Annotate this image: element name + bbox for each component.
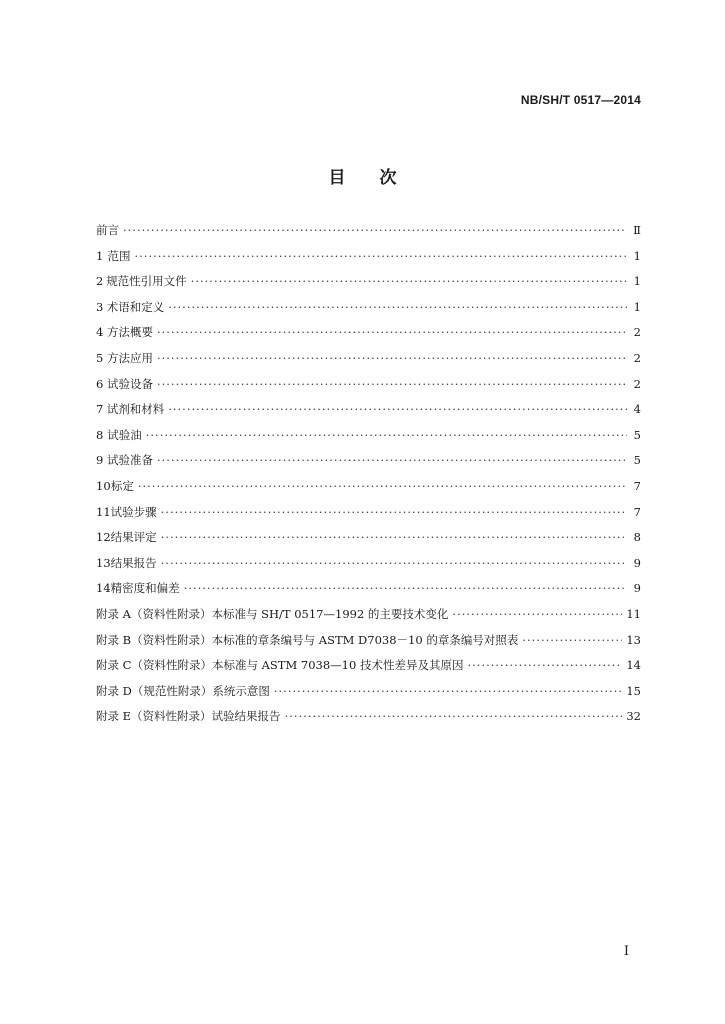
toc-entry-11[interactable] [96,500,641,526]
toc-dot-leader [191,269,627,295]
appendix-code: 附录 E（资料性附录） [96,709,212,724]
toc-entry-number: 4 [96,325,104,340]
toc-dot-leader [138,474,627,500]
toc-entry-page: 7 [633,478,641,493]
toc-entry-page: 11 [626,606,641,621]
toc-entry-5[interactable] [96,346,641,372]
toc-entry-page: 2 [633,350,641,365]
toc-entry-label: 结果报告 [110,555,157,570]
toc-entry-number: 10 [96,478,111,493]
toc-entry-foreword[interactable] [96,218,641,244]
page-number: I [623,944,629,959]
toc-entry-number: 12 [96,530,111,545]
standard-number: NB/SH/T 0517—2014 [520,93,641,107]
toc-dot-leader [168,295,627,321]
toc-dot-leader [274,679,622,705]
toc-entry-13[interactable] [96,551,641,577]
toc-entry-3[interactable] [96,295,641,321]
toc-dot-leader [135,244,628,270]
toc-entry-number: 3 [96,299,104,314]
toc-entry-appendix-b[interactable] [96,628,641,654]
toc-entry-page: 15 [626,683,641,698]
toc-entry-page: 32 [626,709,641,724]
toc-entry-page: 1 [633,274,641,289]
page-title: 目次 [328,168,431,188]
toc-entry-page: 5 [633,453,641,468]
toc-entry-appendix-e[interactable] [96,704,641,730]
toc-entry-page: 1 [633,299,641,314]
toc-dot-leader [123,218,627,244]
toc-entry-number: 1 [96,248,104,263]
toc-entry-page: 1 [633,248,641,263]
toc-entry-number: 11 [96,504,111,519]
toc-entry-label: 试剂和材料 [106,402,165,417]
toc-entry-label: 精密度和偏差 [110,581,180,596]
toc-entry-number: 2 [96,274,104,289]
toc-entry-14[interactable] [96,576,641,602]
toc-entry-page: 4 [633,402,641,417]
toc-dot-leader [522,628,622,654]
toc-entry-label: 试验步骤 [110,504,157,519]
toc-dot-leader [157,320,627,346]
toc-entry-label: 方法概要 [106,325,153,340]
toc-entry-label: 试验结果报告 [211,709,281,724]
toc-entry-1[interactable] [96,244,641,270]
toc-dot-leader [157,346,627,372]
toc-entry-appendix-c[interactable] [96,653,641,679]
toc-dot-leader [161,551,627,577]
toc-entry-page: 9 [633,555,641,570]
appendix-code: 附录 B（资料性附录） [96,632,212,647]
toc-dot-leader [285,704,623,730]
toc-entry-label: 系统示意图 [212,683,270,698]
toc-dot-leader [467,653,622,679]
toc-entry-label: 范围 [107,248,131,263]
toc-dot-leader [161,500,627,526]
toc-entry-label: 试验准备 [106,453,153,468]
toc-entry-label: 方法应用 [106,350,153,365]
toc-entry-number: 7 [96,402,104,417]
appendix-code: 附录 D（规范性附录） [96,683,213,698]
toc-entry-number: 13 [96,555,111,570]
toc-entry-page: Ⅱ [633,223,641,237]
toc-entry-label: 本标准的章条编号与 ASTM D7038－10 的章条编号对照表 [211,632,519,647]
toc-entry-12[interactable] [96,525,641,551]
appendix-code: 附录 A（资料性附录） [96,606,212,621]
toc-entry-label: 标定 [110,478,134,493]
toc-dot-leader [452,602,622,628]
toc-entry-page: 7 [633,504,641,519]
toc-entry-appendix-a[interactable] [96,602,641,628]
toc-entry-number: 5 [96,350,104,365]
toc-entry-8[interactable] [96,423,641,449]
toc-entry-page: 14 [626,658,641,673]
toc-entry-number: 9 [96,453,104,468]
toc-entry-label: 术语和定义 [106,299,165,314]
toc-dot-leader [157,448,627,474]
toc-entry-10[interactable] [96,474,641,500]
toc-entry-9[interactable] [96,448,641,474]
toc-entry-6[interactable] [96,372,641,398]
toc-dot-leader [184,576,627,602]
toc-entry-7[interactable] [96,397,641,423]
toc-entry-number: 6 [96,376,104,391]
toc-entry-page: 9 [633,581,641,596]
toc-entry-label: 本标准与 ASTM 7038—10 技术性差异及其原因 [211,658,464,673]
toc-entry-page: 2 [633,376,641,391]
toc-entry-page: 13 [626,632,641,647]
table-of-contents [96,218,641,730]
toc-entry-label: 试验油 [107,427,142,442]
toc-entry-4[interactable] [96,320,641,346]
toc-entry-page: 5 [633,427,641,442]
toc-entry-page: 8 [633,530,641,545]
toc-entry-label: 前言 [96,223,119,237]
toc-entry-page: 2 [633,325,641,340]
toc-entry-2[interactable] [96,269,641,295]
toc-dot-leader [168,397,627,423]
toc-entry-appendix-d[interactable] [96,679,641,705]
toc-entry-label: 结果评定 [110,530,157,545]
toc-entry-label: 本标准与 SH/T 0517—1992 的主要技术变化 [211,606,449,621]
toc-dot-leader [146,423,627,449]
toc-entry-number: 14 [96,581,111,596]
toc-dot-leader [157,372,627,398]
toc-dot-leader [161,525,627,551]
toc-entry-label: 试验设备 [106,376,153,391]
toc-entry-label: 规范性引用文件 [106,274,187,289]
toc-entry-number: 8 [96,427,104,442]
appendix-code: 附录 C（资料性附录） [96,658,212,673]
